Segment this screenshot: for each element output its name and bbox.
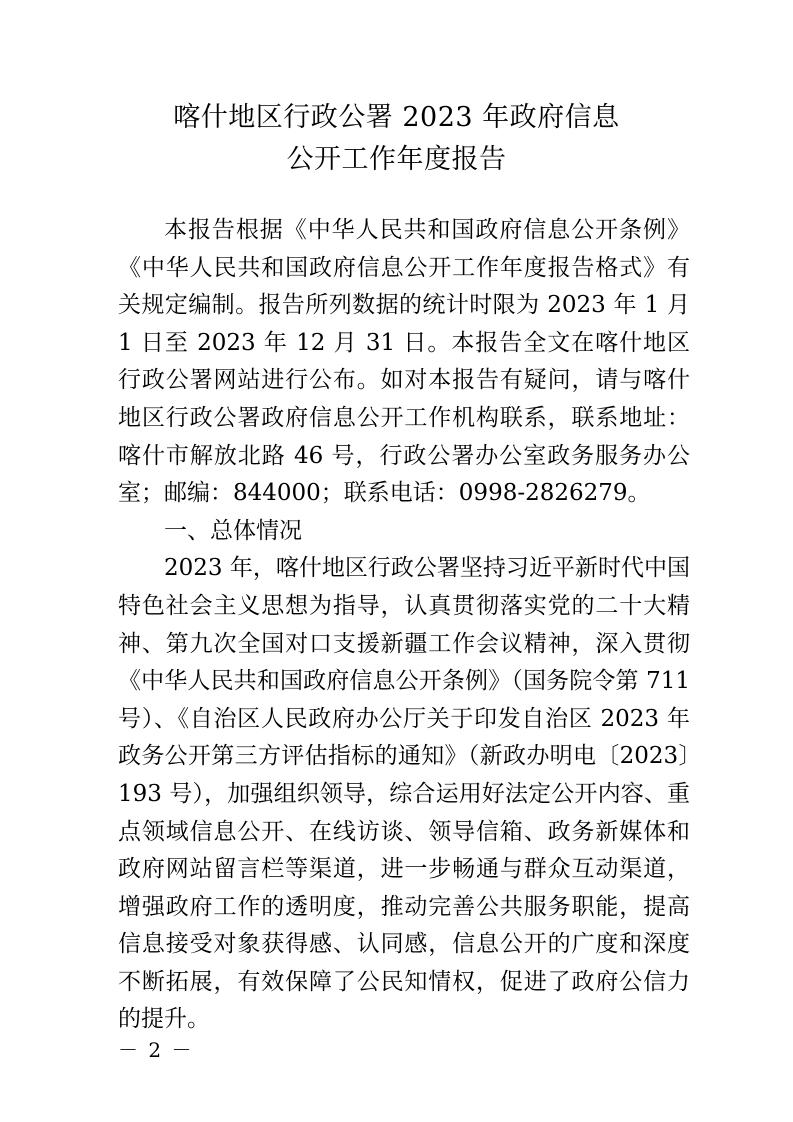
document-title-line-2: 公开工作年度报告 bbox=[286, 144, 507, 175]
section-heading-overview: 一、总体情况 bbox=[164, 517, 302, 544]
document-title-line-1: 喀什地区行政公署 2023 年政府信息 bbox=[173, 102, 620, 133]
overview-paragraph: 2023 年，喀什地区行政公署坚持习近平新时代中国特色社会主义思想为指导，认真贯彻落实党的二十大精神、第九次全国对口支援新疆工作会议精神，深入贯彻《中华人民共和国政府信息公开条例》（国务院令第 711 号）、《自治区人民政府办公厅关于印发自治区 2023 年政务公开第三方评估指标的通知》（新政办明电〔2023〕193 号），加强组织领导，综合运用好法定公开内容、重点领域信息公开、在线访谈、领导信箱、政务新媒体和政府网站留言栏等渠道，进一步畅通与群众互动渠道，增强政府工作的透明度，推动完善公共服务职能，提高信息接受对象获得感、认同感，信息公开的广度和深度不断拓展，有效保障了公民知情权，促进了政府公信力的提升。 bbox=[118, 555, 690, 1033]
document-body bbox=[118, 212, 690, 1039]
page-number: － 2 － bbox=[118, 1038, 194, 1062]
intro-paragraph: 本报告根据《中华人民共和国政府信息公开条例》《中华人民共和国政府信息公开工作年度报告格式》有关规定编制。报告所列数据的统计时限为 2023 年 1 月 1 日至 2023 年 12 月 31 日。本报告全文在喀什地区行政公署网站进行公布。如对本报告有疑问，请与喀什地区行政公署政府信息公开工作机构联系，联系地址：喀什市解放北路 46 号，行政公署办公室政务服务办公室；邮编：844000；联系电话：0998-2826279。 bbox=[118, 217, 690, 507]
